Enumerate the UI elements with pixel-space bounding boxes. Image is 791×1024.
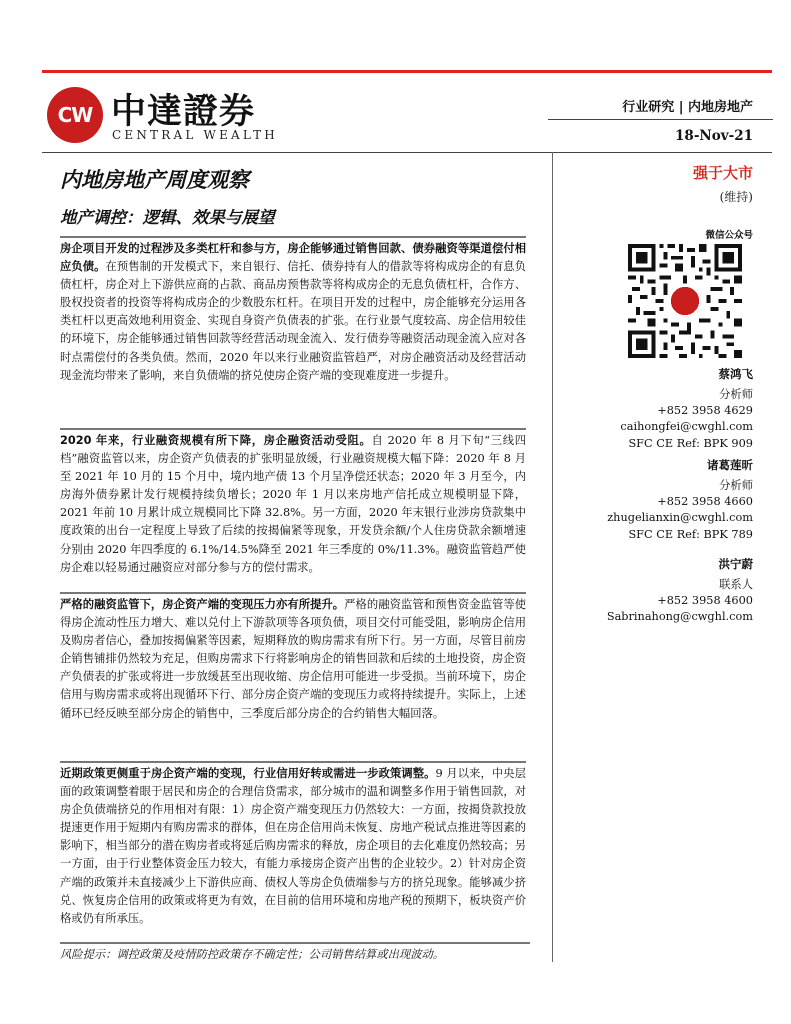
qr-code-icon: [628, 244, 742, 358]
report-subtitle: 地产调控：逻辑、效果与展望: [60, 208, 275, 227]
contact-role: 联系人: [719, 578, 753, 591]
analyst-sfc-ref: SFC CE Ref: BPK 789: [628, 527, 753, 541]
analyst-block-1: [553, 366, 753, 452]
analyst-phone: +852 3958 4629: [657, 404, 753, 418]
analyst-role: 分析师: [719, 388, 753, 401]
logo-text: CW: [57, 103, 93, 127]
rating-status: (维持): [719, 190, 753, 204]
analyst-block-2: [553, 457, 753, 543]
risk-warning: 风险提示：调控政策及疫情防控政策存不确定性；公司销售结算或出现波动。: [60, 942, 530, 962]
analyst-role: 分析师: [719, 479, 753, 492]
header-top-rule: [42, 70, 772, 73]
paragraph-4-text: 9 月以来，中央层面的政策调整着眼于居民和房企的合理信贷需求，部分城市的温和调整多作用于销售回款，对房企负债端挤兑的作用相对有限：1）房企资产端变现压力仍然较大：一方面，按揭贷款投放提速更作用于短期内有购房需求的群体，但在房企信用尚未恢复、房地产税试点推进等因素的影响下，相当部分的潜在购房者或将延后购房需求的释放，房企项目的去化难度仍然较高；另一方面，由于行业整体资金压力较大，有能力承接房企资产出售的企业较少。2）针对房企资产端的政策并未直接减少上下游供应商、债权人等房企负债端参与方的挤兑现象。能够减少挤兑、恢复房企信用的政策或将更为有效，在目前的信用环境和房地产税的预期下，板块资产价格或仍有所承压。: [60, 767, 526, 925]
rating-label: 强于大市: [692, 164, 753, 182]
header-right-divider: [548, 119, 773, 120]
paragraph-1-lead: 房企项目开发的过程涉及多类杠杆和参与方，房企能够通过销售回款、债券融资等渠道偿付相应负债。: [60, 242, 526, 274]
analyst-name: 蔡鸿飞: [718, 367, 753, 381]
contact-email[interactable]: Sabrinahong@cwghl.com: [606, 610, 753, 624]
analyst-name: 诸葛莲昕: [707, 458, 753, 472]
analyst-sfc-ref: SFC CE Ref: BPK 909: [628, 436, 753, 450]
paragraph-2-text: 自 2020 年 8 月下旬“三线四档”融资监管以来，房企资产负债表的扩张明显放缓，行业融资规模大幅下降：2020 年 8 月至 2021 年 10 月的 15 个月中，境内地产债 13 个月呈净偿还状态；2020 年 3 月至今，内房海外债券累计发行规模持续负增长；2020 年 1 月以来房地产信托成立规模明显下降，2021 年前 10 月累计成立规模同比下降 32.8%。另一方面，2020 年末银行业涉房贷款集中度政策的出台一定程度上导致了后续的按揭偏紧等现象，开发贷余额/个人住房贷款余额增速分别由 2020 年四季度的 6.1%/14.5%降至 2021 年三季度的 0%/11.3%。融资监管趋严使房企难以轻易通过融资应对部分参与方的偿付需求。: [60, 434, 526, 574]
logo-icon: [47, 87, 103, 143]
paragraph-4: [60, 761, 526, 928]
paragraph-3-text: 严格的融资监管和预售资金监管等使得房企流动性压力增大、难以兑付上下游款项等各项负债，项目交付可能受阻，影响房企信用及购房者信心，叠加按揭偏紧等因素，短期释放的购房需求有所下行。另一方面，尽管目前房企销售铺排仍然较为充足，但购房需求下行将影响房企的销售回款和后续的土地投资，房企资产负债表的扩张或将进一步放缓甚至出现收缩、房企信用可能进一步受损。当前环境下，房企信用与购房需求或将出现循环下行、部分房企资产端的变现压力或将持续提升。实际上，上述循环已经反映至部分房企的销售中，三季度后部分房企的合约销售大幅回落。: [60, 598, 526, 720]
paragraph-1: [60, 236, 526, 385]
wechat-label: 微信公众号: [705, 230, 753, 241]
header-bottom-rule: [42, 152, 772, 153]
brand-name-en: CENTRAL WEALTH: [112, 128, 278, 142]
paragraph-4-lead: 近期政策更侧重于房企资产端的变现，行业信用好转或需进一步政策调整。: [60, 767, 436, 780]
paragraph-3-lead: 严格的融资监管下，房企资产端的变现压力亦有所提升。: [60, 598, 345, 611]
contact-phone: +852 3958 4600: [657, 594, 753, 608]
analyst-email[interactable]: caihongfei@cwghl.com: [620, 420, 753, 434]
report-title: 内地房地产周度观察: [60, 167, 249, 192]
paragraph-2: [60, 428, 526, 577]
report-category: 行业研究 | 内地房地产: [622, 100, 753, 115]
paragraph-2-lead: 2020 年来，行业融资规模有所下降，房企融资活动受阻。: [60, 434, 372, 447]
analyst-block-3: [553, 556, 753, 626]
report-date: 18-Nov-21: [675, 128, 753, 144]
analyst-email[interactable]: zhugelianxin@cwghl.com: [607, 511, 753, 525]
analyst-phone: +852 3958 4660: [657, 495, 753, 509]
paragraph-1-text: 在预售制的开发模式下，来自银行、信托、债券持有人的借款等将构成房企的有息负债杠杆，房企对上下游供应商的占款、商品房预售款等将构成房企的无息负债杠杆，合作方、股权投资者的投资等将构成房企的少数股东杠杆。在项目开发的过程中，房企能够充分运用各类杠杆以更高效地利用资金、实现自身资产负债表的扩张。在行业景气度较高、房企信用较佳的环境下，房企能够通过销售回款等经营活动现金流入、发行债券等融资活动现金流入应对各时点需偿付的各类负债。然而，2020 年以来行业融资监管趋严，对房企融资活动及经营活动现金流均带来了影响，来自负债端的挤兑使房企资产端的变现难度进一步提升。: [60, 260, 526, 382]
brand-name-cn: 中達證券: [111, 92, 256, 132]
paragraph-3: [60, 592, 526, 723]
contact-name: 洪宁蔚: [718, 557, 753, 571]
